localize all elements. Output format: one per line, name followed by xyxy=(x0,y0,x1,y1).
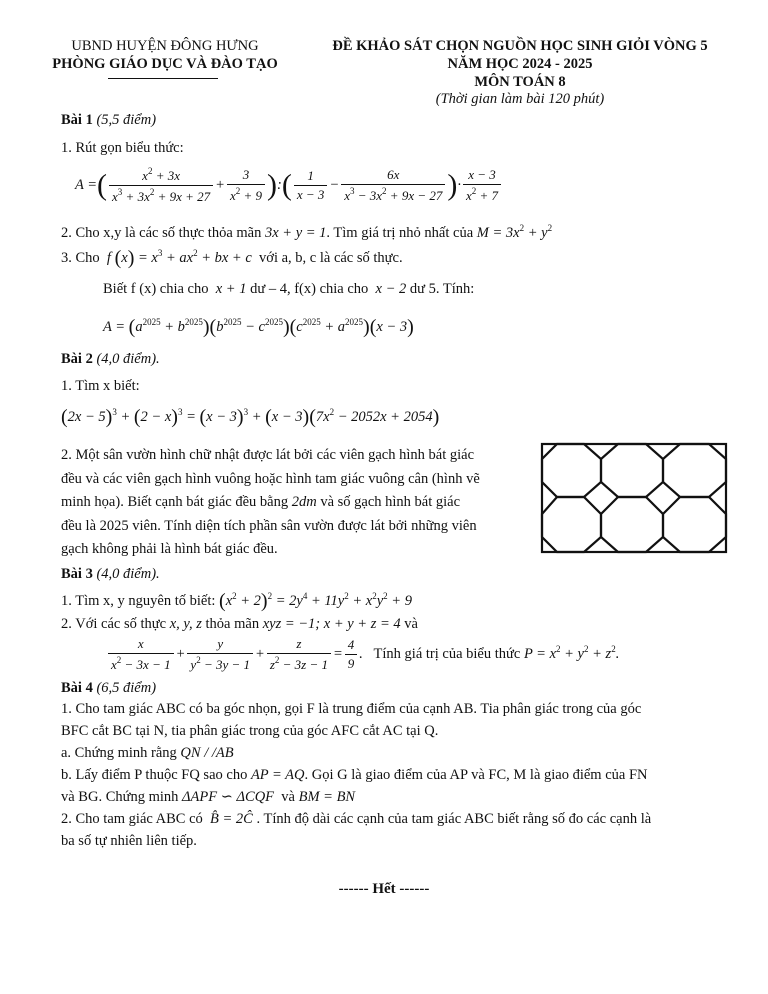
bai3-condition-fractions: $\frac{x}{x^2 - 3x - 1}$ + $\frac{y}{y^2 - 3y - 1}$ + $\frac{z}{z^2 - 3z - 1}$ = $\frac{4}{9}$ . Tính giá trị của biểu thức $P = x^2 + y^2 + z^2$. xyxy=(106,636,619,673)
octagon-tile xyxy=(663,497,726,552)
octagon-tile xyxy=(542,497,601,552)
bai4-line-3: a. Chứng minh rằng QN / /AB xyxy=(61,745,234,761)
org-line-1: UBND HUYỆN ĐÔNG HƯNG xyxy=(71,38,259,54)
bai1-heading: Bài 1 (5,5 điểm) xyxy=(61,112,157,128)
bai1-q1: 1. Rút gọn biểu thức: xyxy=(61,140,184,156)
bai4-line-5: và BG. Chứng minh ΔAPF ∽ ΔCQF và BM = BN xyxy=(61,789,356,805)
bai3-heading: Bài 3 (4,0 điểm). xyxy=(61,566,160,582)
time-note: (Thời gian làm bài 120 phút) xyxy=(435,91,605,107)
bai2-q2-paragraph: 2. Một sân vườn hình chữ nhật được lát bởi các viên gạch hình bát giác đều và các viên gạch hình vuông hoặc hình tam giác vuông cân (hình vẽ minh họa). Biết cạnh bát giác đều bằng 2dm và số gạch hình bát giác đều là 2025 viên. Tính diện tích phần sân vườn được lát bởi những viên gạch không phải là hình bát giác đều. xyxy=(61,447,480,557)
octagon-tile xyxy=(542,444,601,497)
bai4-heading: Bài 4 (6,5 điểm) xyxy=(61,680,157,696)
octagon-tile xyxy=(601,497,663,552)
subject: MÔN TOÁN 8 xyxy=(474,74,566,90)
expression-A: A =( $\frac{x^2 + 3x}{x^3 + 3x^2 + 9x + 27}$ + $\frac{3}{x^2 + 9}$ ):( $\frac{1}{x - 3}$ − $\frac{6x}{x^3 - 3x^2 + 9x - 27}$ )· $\frac{x - 3}{x^2 + 7}$ xyxy=(75,166,503,205)
bai1-q3: 3. Cho f $(x) = x^3 + ax^2$ + bx + c với a, b, c là các số thực. xyxy=(61,247,403,269)
bai2-q1: 1. Tìm x biết: xyxy=(61,378,140,394)
octagon-tile-figure xyxy=(540,442,728,554)
bai4-line-2: BFC cắt BC tại N, tia phân giác trong của góc AFC cắt AC tại Q. xyxy=(61,723,439,739)
org-line-2: PHÒNG GIÁO DỤC VÀ ĐÀO TẠO xyxy=(52,56,278,72)
bai1-q3-line2: Biết f (x) chia cho x + 1 dư – 4, f(x) chia cho x − 2 dư 5. Tính: xyxy=(103,281,475,297)
end-marker: ------ Hết ------ xyxy=(338,881,430,897)
octagon-tile xyxy=(601,444,663,497)
bai4-line-1: 1. Cho tam giác ABC có ba góc nhọn, gọi F là trung điểm của cạnh AB. Tia phân giác trong của góc xyxy=(61,701,642,717)
equation-bai2: $(2x - 5)^3 + (2 - x)^3 = (x - 3)^3 + (x - 3)(7x^2 - 2052x + 2054)$ xyxy=(61,406,440,428)
expression-A-2025: $A = (a^{2025} + b^{2025})(b^{2025} - c^{2025})(c^{2025} + a^{2025})(x - 3)$ xyxy=(103,316,414,338)
bai4-line-7: ba số tự nhiên liên tiếp. xyxy=(61,833,197,849)
octagon-tile xyxy=(663,444,726,497)
header-rule xyxy=(108,78,218,79)
bai4-line-4: b. Lấy điểm P thuộc FQ sao cho AP = AQ. Gọi G là giao điểm của AP và FC, M là giao điểm của FN xyxy=(61,767,648,783)
bai1-q2: 2. Cho x,y là các số thực thỏa mãn 3x + y = 1. Tìm giá trị nhỏ nhất của $M = 3x^2 + y^2$ xyxy=(61,223,553,241)
bai4-line-6: 2. Cho tam giác ABC có B̂ = 2Ĉ . Tính độ dài các cạnh của tam giác ABC biết rằng số đo các cạnh là xyxy=(61,811,652,827)
school-year: NĂM HỌC 2024 - 2025 xyxy=(447,56,593,72)
exam-title: ĐỀ KHẢO SÁT CHỌN NGUỒN HỌC SINH GIỎI VÒNG 5 xyxy=(332,38,708,54)
bai3-q1: 1. Tìm x, y nguyên tố biết: $(x^2 + 2)^2 = 2y^4 + 11y^2 + x^2y^2 + 9$ xyxy=(61,590,412,612)
bai3-q2: 2. Với các số thực x, y, z thỏa mãn xyz = −1; x + y + z = 4 và xyxy=(61,616,418,632)
bai2-heading: Bài 2 (4,0 điểm). xyxy=(61,351,160,367)
